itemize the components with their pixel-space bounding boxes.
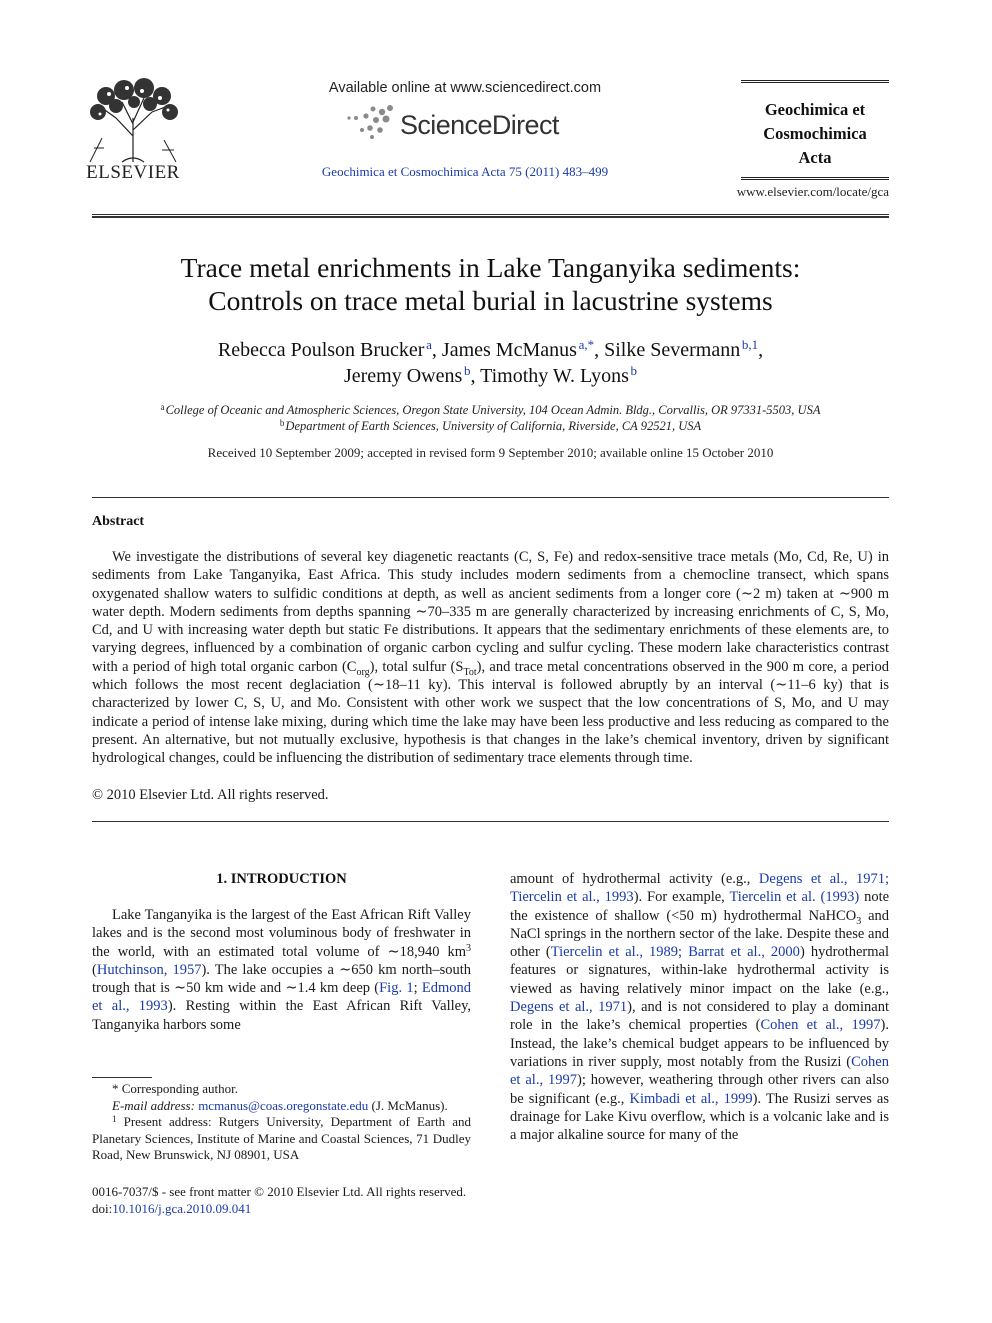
header-divider-thin [92,214,889,215]
affiliation-text: Department of Earth Sciences, University of California, Riverside, CA 92521, USA [285,419,702,433]
email-owner: (J. McManus). [368,1097,448,1113]
author-name[interactable]: James McManus [441,339,577,361]
footnote-text: Present address: Rutgers University, Department of Earth and Planetary Sciences, Institute of Marine and Coastal Sciences, 71 Dudley Road, New Brunswick, NJ 08901, USA [92,1114,471,1162]
article-dates: Received 10 September 2009; accepted in revised form 9 September 2010; available online 15 October 2010 [207,445,774,460]
doi-label: doi: [92,1201,113,1216]
publisher-logo [82,78,184,184]
footnote-corresponding [92,1081,471,1098]
citation-link[interactable]: Hutchinson, 1957 [96,961,202,978]
citation-link[interactable]: Edmond et al., 1993 [92,980,472,1015]
body-text: note the existence of shallow (<50 m) hydrothermal NaHCO [510,889,890,924]
author-separator: , [758,339,764,361]
abstract-text-part: We investigate the distributions of several key diagenetic reactants (C, S, Fe) and redox-sensitive trace metals (Mo, Cd, Re, U) in sediments from Lake Tanganyika, East Africa. This study includes modern sediments from a chemocline transect, which spans oxygenated shallow waters to sulfidic conditions at depth, as well as ancient sediments from a longer core (∼2 m) taken at ∼900 m water depth. Modern sediments from depths spanning ∼70–335 m are generally characterized by increasing enrichments of C, S, Mo, Cd, and U with increasing water depth but static Fe distributions. It appears that the sedimentary enrichments of these elements are, to varying degrees, influenced by a combination of organic carbon cycling and sulfur cycling. These modern lake characteristics contrast with a period of high total organic carbon (C [92,549,889,675]
body-text: ). The lake occupies a ∼650 km north–south trough that is ∼50 km wide and ∼1.4 km deep ( [92,961,472,997]
affiliation-text: College of Oceanic and Atmospheric Sciences, Oregon State University, 104 Ocean Admin. Bldg., Corvallis, OR 97331-5503, USA [165,403,821,417]
author-marks[interactable]: b [463,363,471,378]
body-text: ( [92,961,97,978]
journal-name-box [741,80,889,180]
body-text: ); however, weathering through other rivers can also be significant (e.g., [510,1072,889,1107]
doi-line [92,1200,466,1217]
footnote-present-address [92,1114,471,1164]
abstract-copyright: © 2010 Elsevier Ltd. All rights reserved. [92,787,329,803]
email-label: E-mail address: [112,1097,195,1113]
superscript: 3 [466,942,471,954]
footnote-mark: * [112,1081,119,1096]
author-name[interactable]: Rebecca Poulson Brucker [217,339,425,361]
article-title [92,251,889,317]
body-text: ). Instead, the lake’s chemical budget appears to be influenced by variations in river supply, most notably from the Rusizi ( [510,1017,889,1070]
footnotes [92,1081,471,1164]
intro-right-column [510,870,889,1144]
affiliation-mark: a [160,402,165,412]
citation-link[interactable]: Cohen et al., 1997 [510,1053,889,1089]
citation-link[interactable]: Cohen et al., 1997 [760,1017,881,1034]
body-text: ; [413,980,422,997]
article-title-line: Trace metal enrichments in Lake Tanganyika sediments: [180,252,801,283]
abstract-top-divider [92,497,889,498]
journal-name-line: Cosmochimica [763,124,867,143]
section-heading-introduction: 1. INTRODUCTION [216,871,347,887]
journal-name-line: Acta [798,148,832,167]
subscript: 3 [856,915,862,927]
journal-name-line: Geochimica et [764,100,866,119]
author-marks[interactable]: a,* [578,337,595,352]
abstract-heading: Abstract [92,514,145,529]
author-marks[interactable]: b [630,363,638,378]
body-text: ). For example, [633,889,730,906]
author-marks[interactable]: b,1 [741,337,759,352]
affiliation-mark: b [279,418,285,428]
footnote-email [92,1098,471,1115]
abstract-text [92,548,889,768]
citation-link[interactable]: Kimbadi et al., 1999 [629,1090,753,1107]
author-name[interactable]: Timothy W. Lyons [480,365,629,387]
author-separator: , [431,339,442,361]
issn-line: 0016-7037/$ - see front matter © 2010 Elsevier Ltd. All rights reserved. [92,1184,467,1199]
citation-link[interactable]: Tiercelin et al. (1993) [729,889,860,906]
citation-link[interactable]: Degens et al., 1971 [510,999,628,1016]
article-title-line: Controls on trace metal burial in lacustrine systems [208,285,773,316]
author-separator: , [470,365,481,387]
abstract-bottom-divider [92,821,889,822]
front-matter [92,1183,466,1217]
author-separator: , [594,339,605,361]
sciencedirect-wordmark: ScienceDirect [400,110,559,140]
affiliation-item [92,418,889,434]
author-name[interactable]: Jeremy Owens [343,365,463,387]
abstract-text-part: ), total sulfur (S [369,658,464,675]
author-list [92,337,889,389]
citation-link[interactable]: Tiercelin et al., 1989; Barrat et al., 2000 [550,944,800,961]
available-online-text[interactable]: Available online at www.sciencedirect.com [328,80,602,96]
body-text: ). Resting within the East African Rift Valley, Tanganyika harbors some [92,998,471,1033]
body-text: amount of hydrothermal activity (e.g., [510,871,759,887]
footnote-divider [92,1077,152,1078]
figure-link[interactable]: Fig. 1 [379,980,414,997]
citation-link[interactable]: Degens et al., 1971; Tiercelin et al., 1993 [510,871,889,906]
body-text: Lake Tanganyika is the largest of the East African Rift Valley lakes and is the second most voluminous body of freshwater in the world, with an estimated total volume of ∼18,940 km [92,907,471,960]
publisher-name: ELSEVIER [86,162,180,183]
affiliations [92,402,889,434]
doi-link[interactable]: 10.1016/j.gca.2010.09.041 [112,1201,252,1216]
intro-left-column [92,906,471,1034]
stot-subscript: Tot [463,666,477,678]
journal-url[interactable]: www.elsevier.com/locate/gca [736,184,889,199]
body-text: ). The Rusizi serves as drainage for Lake Kivu overflow, which is a volcanic lake and is a major alkaline source for many of the [510,1090,889,1144]
body-text: and NaCl springs in the northern sector of the lake. Despite these and other ( [510,907,890,961]
corg-subscript: org [356,666,370,678]
journal-citation-link[interactable]: Geochimica et Cosmochimica Acta 75 (2011) 483–499 [321,164,609,179]
footnote-text: Corresponding author. [118,1081,239,1096]
body-text: ), and is not considered to play a dominant role in the lake’s chemical properties ( [510,999,889,1034]
author-marks[interactable]: a [426,337,432,352]
abstract-text-part: ), and trace metal concentrations observed in the 900 m core, a period which follows the most recent deglaciation (∼18–11 ky). This interval is followed abruptly by an interval (∼11–6 ky) that is characterized by lower C, S, U, and Mo. Consistent with other work we suspect that the low concentrations of S, Mo, and U may indicate a period of intense lake mixing, during which time the lake may have been less productive and less reducing as compared to the present. An alternative, but not mutually exclusive, hypothesis is that changes in the lake’s chemical inventory, driven by significant hydrological changes, could be influencing the distribution of sedimentary trace elements through time. [92,658,889,767]
sciencedirect-logo[interactable] [346,104,586,144]
footnote-mark: 1 [112,1114,117,1124]
affiliation-item [92,402,889,418]
elsevier-tree-icon [82,78,184,164]
header-divider-thick [92,216,889,218]
sciencedirect-dots-icon [346,104,396,140]
body-text: ) hydrothermal features or signatures, within-lake hydrothermal activity is viewed as having relatively minor impact on the lake (e.g., [510,944,889,997]
email-link[interactable]: mcmanus@coas.oregonstate.edu [198,1097,369,1113]
author-name[interactable]: Silke Severmann [604,339,741,361]
